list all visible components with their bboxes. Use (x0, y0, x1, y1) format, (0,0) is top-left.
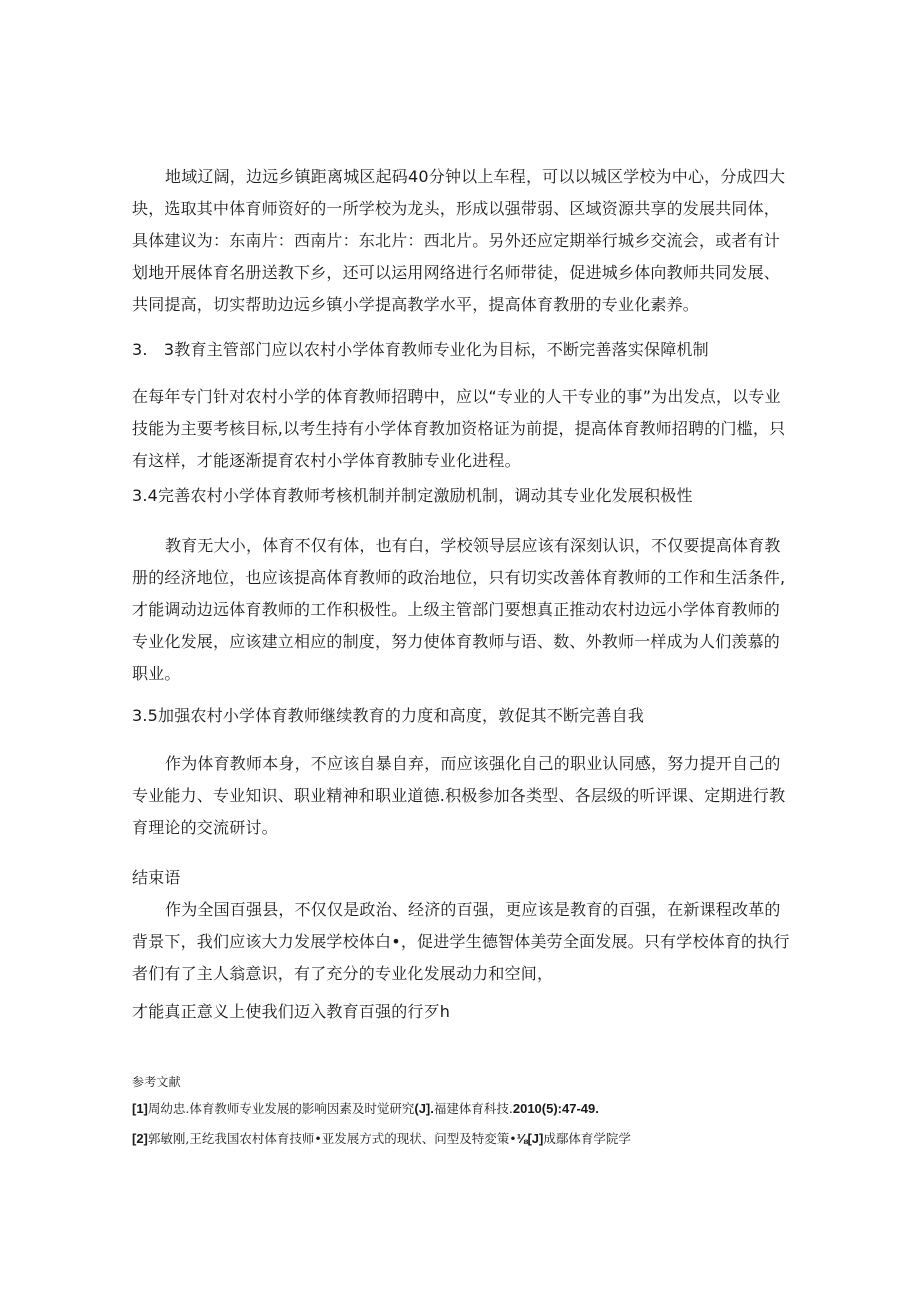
paragraph-recruitment: 在每年专门针对农村小学的体育教师招聘中，应以“专业的人干专业的事”为出发点，以专业技能为主要考核目标,以考生持有小学体育教加资格证为前提，提高体育教师招聘的门槛，只有这样，才能逐渐提育农村小学体育教肺专业化进程。 (132, 387, 786, 470)
reference-journal: 福建体育科技. (433, 1101, 513, 1116)
reference-type: (J]. (414, 1101, 434, 1116)
reference-item-2 (132, 1129, 832, 1149)
conclusion-heading: 结束语 (132, 868, 181, 887)
reference-item-1 (132, 1099, 832, 1119)
reference-pages: 2010(5):47-49. (512, 1101, 599, 1116)
reference-journal: 成鄢体育学院学 (543, 1131, 631, 1146)
references-title: 参考文献 (132, 1075, 181, 1089)
section-heading-3-3: 3. 3教育主管部门应以农村小学体育教师专业化为目标，不断完善落实保障机制 (132, 340, 709, 359)
reference-number: [1] (132, 1101, 148, 1116)
reference-text: 郭敏刚,王纥我国农村体育技师•亚发展方式的现状、问型及特変策• (147, 1131, 517, 1146)
paragraph-self-improvement: 作为体育教师本身，不应该自暴自弃，而应该强化自己的职业认同感，努力提开自己的专业能力、专业知识、职业精神和职业道德.积极参加各类型、各层级的听评课、定期进行教育理论的交流研讨。 (132, 754, 786, 837)
paragraph-conclusion-end: 才能真正意义上使我们迈入教育百强的行歹h (132, 1002, 451, 1021)
paragraph-incentives: 教育无大小，体育不仅有体，也有白，学校领导层应该有深刻认识，不仅要提高体育教册的经济地位，也应该提高体育教师的政治地位，只有切实改善体育教师的工作和生活条件,才能调动边远体育教师的工作积极性。上级主管部门要想真正推动农村边远小学体育教师的专业化发展，应该建立相应的制度，努力使体育教师与语、数、外教师一样成为人们羡慕的职业。 (132, 536, 786, 683)
reference-text: 周幼忠.体育教师专业发展的影响因素及时觉研究 (147, 1101, 415, 1116)
reference-type: ⅛[J] (516, 1131, 544, 1146)
section-heading-3-5: 3.5加强农村小学体育教师继续教育的力度和高度，敦促其不断完善自我 (132, 706, 645, 725)
reference-number: [2] (132, 1131, 148, 1146)
paragraph-regional-groups: 地域辽阔，边远乡镇距离城区起码40分钟以上车程，可以以城区学校为中心，分成四大块，选取其中体育师资好的一所学校为龙头，形成以强带弱、区域资源共享的发展共同体，具体建议为：东南片：西南片：东北片：西北片。另外还应定期举行城乡交流会，或者有计划地开展体育名册送教下乡，还可以运用网络进行名师带徒，促进城乡体向教师共同发展、共同提高，切实帮助边远乡镇小学提高教学水平，提高体育教册的专业化素养。 (132, 167, 786, 314)
section-heading-3-4: 3.4完善农村小学体育教师考核机制并制定激励机制，调动其专业化发展积极性 (132, 486, 693, 505)
paragraph-conclusion: 作为全国百强县，不仅仅是政治、经济的百强，更应该是教育的百强，在新课程改革的背景下，我们应该大力发展学校体白•，促进学生德智体美劳全面发展。只有学校体育的执行者们有了主人翁意识，有了充分的专业化发展动力和空间， (132, 900, 790, 983)
